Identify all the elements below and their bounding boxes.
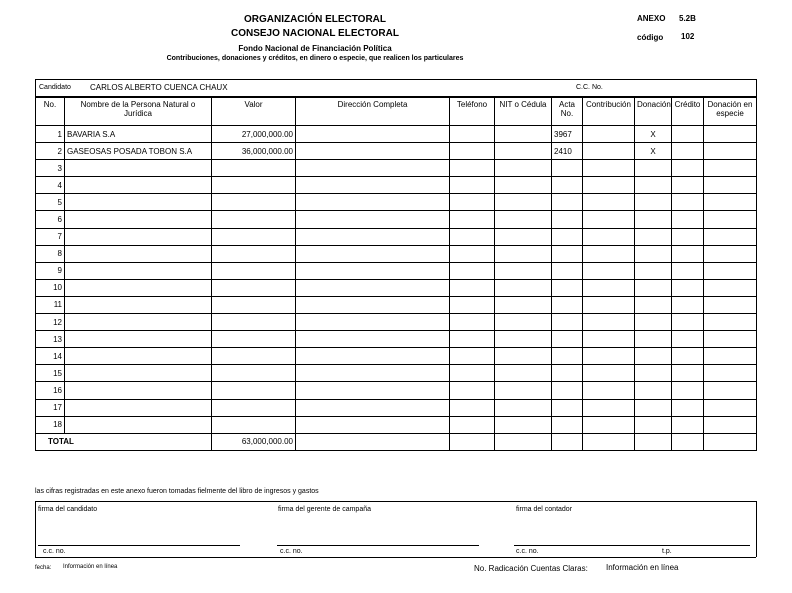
cell-no: 10 [36, 279, 65, 296]
cell-valor [212, 160, 296, 177]
signature-box-bottom [35, 557, 756, 558]
cell-telefono [450, 314, 495, 331]
col-header-telefono: Teléfono [450, 98, 495, 126]
cell-contribucion [583, 382, 635, 399]
cell-no: 3 [36, 160, 65, 177]
candidate-box [35, 79, 757, 97]
cell-no: 9 [36, 262, 65, 279]
cell-acta [552, 194, 583, 211]
cell-direccion [296, 331, 450, 348]
table-row [36, 399, 757, 416]
candidate-cc-label: C.C. No. [576, 84, 603, 91]
cell-nombre: GASEOSAS POSADA TOBON S.A [65, 143, 212, 160]
cell-nit [495, 194, 552, 211]
signature-box-left [35, 501, 36, 557]
cell-direccion [296, 314, 450, 331]
col-header-donacion: Donación [635, 98, 672, 126]
cell-direccion [296, 296, 450, 313]
cell-nit [495, 279, 552, 296]
cell-direccion [296, 194, 450, 211]
radicacion-value: Información en línea [606, 563, 679, 572]
cell-nit [495, 296, 552, 313]
cell-no: 1 [36, 126, 65, 143]
cell-no: 14 [36, 348, 65, 365]
cell-direccion [296, 279, 450, 296]
cell-acta [552, 314, 583, 331]
signature-box-top [35, 501, 756, 502]
cell-no: 5 [36, 194, 65, 211]
cell-valor: 27,000,000.00 [212, 126, 296, 143]
cell-contribucion [583, 348, 635, 365]
cell-nit [495, 399, 552, 416]
form-subtitle: Contribuciones, donaciones y créditos, en dinero o especie, que realicen los particulares [166, 55, 464, 62]
cell-valor [212, 365, 296, 382]
cell-donacion [635, 160, 672, 177]
cell-direccion [296, 365, 450, 382]
cell-nombre [65, 279, 212, 296]
firma-contador-line [514, 545, 750, 546]
table-row [36, 262, 757, 279]
cell-contribucion [583, 296, 635, 313]
col-header-contribucion: Contribución [583, 98, 635, 126]
cell-donacion [635, 245, 672, 262]
cell-acta [552, 262, 583, 279]
cell-nombre: BAVARIA S.A [65, 126, 212, 143]
cell-nit [495, 262, 552, 279]
cell-especie [704, 143, 757, 160]
cell-nit [495, 211, 552, 228]
cell-telefono [450, 279, 495, 296]
cell-nit [495, 245, 552, 262]
cell-direccion [296, 262, 450, 279]
cell-telefono [450, 194, 495, 211]
radicacion-label: No. Radicación Cuentas Claras: [474, 564, 588, 573]
cell-direccion [296, 228, 450, 245]
table-row [36, 228, 757, 245]
cell-acta [552, 399, 583, 416]
cell-credito [672, 314, 704, 331]
codigo-value: 102 [681, 32, 695, 41]
cell-contribucion [583, 228, 635, 245]
total-cell [672, 433, 704, 450]
cell-direccion [296, 416, 450, 433]
cell-especie [704, 160, 757, 177]
cell-contribucion [583, 416, 635, 433]
cell-especie [704, 245, 757, 262]
cell-telefono [450, 348, 495, 365]
cell-nombre [65, 314, 212, 331]
cell-acta [552, 177, 583, 194]
cell-credito [672, 365, 704, 382]
cell-acta: 2410 [552, 143, 583, 160]
table-row [36, 382, 757, 399]
cell-telefono [450, 365, 495, 382]
cell-valor [212, 245, 296, 262]
col-header-especie: Donación en especie [704, 98, 757, 126]
cell-especie [704, 177, 757, 194]
cell-telefono [450, 399, 495, 416]
table-row [36, 296, 757, 313]
cell-acta [552, 211, 583, 228]
cell-nombre [65, 296, 212, 313]
col-header-nombre: Nombre de la Persona Natural o Jurídica [65, 98, 212, 126]
cell-nombre [65, 399, 212, 416]
contributions-table [35, 97, 757, 451]
cell-telefono [450, 416, 495, 433]
fecha-value: Información en línea [63, 564, 118, 570]
table-row [36, 177, 757, 194]
cell-credito [672, 143, 704, 160]
cell-no: 7 [36, 228, 65, 245]
cell-nit [495, 348, 552, 365]
cell-credito [672, 416, 704, 433]
cc-candidato-label: c.c. no. [43, 548, 66, 555]
cell-valor [212, 279, 296, 296]
total-cell [552, 433, 583, 450]
cell-nombre [65, 194, 212, 211]
cell-no: 16 [36, 382, 65, 399]
cell-donacion [635, 365, 672, 382]
cell-credito [672, 177, 704, 194]
cell-nombre [65, 365, 212, 382]
cell-credito [672, 348, 704, 365]
cell-contribucion [583, 194, 635, 211]
cell-donacion [635, 416, 672, 433]
cell-credito [672, 160, 704, 177]
table-row [36, 211, 757, 228]
cell-nit [495, 160, 552, 177]
fund-title: Fondo Nacional de Financiación Política [238, 44, 392, 53]
cell-donacion: X [635, 143, 672, 160]
table-row [36, 143, 757, 160]
cell-especie [704, 416, 757, 433]
cell-telefono [450, 228, 495, 245]
cell-credito [672, 296, 704, 313]
cell-valor [212, 194, 296, 211]
cell-nombre [65, 331, 212, 348]
col-header-no: No. [36, 98, 65, 126]
col-header-valor: Valor [212, 98, 296, 126]
cell-valor [212, 228, 296, 245]
cell-valor [212, 262, 296, 279]
table-row [36, 126, 757, 143]
table-row [36, 279, 757, 296]
cell-credito [672, 382, 704, 399]
cell-especie [704, 279, 757, 296]
firma-candidato-line [38, 545, 240, 546]
cc-contador-label: c.c. no. [516, 548, 539, 555]
cell-no: 8 [36, 245, 65, 262]
table-row [36, 365, 757, 382]
table-row [36, 348, 757, 365]
cell-nit [495, 382, 552, 399]
cell-especie [704, 262, 757, 279]
cell-nombre [65, 160, 212, 177]
cell-contribucion [583, 314, 635, 331]
firma-contador-label: firma del contador [516, 506, 573, 513]
table-header-row [36, 98, 757, 126]
cell-direccion [296, 245, 450, 262]
cell-no: 15 [36, 365, 65, 382]
cell-no: 11 [36, 296, 65, 313]
cell-no: 6 [36, 211, 65, 228]
table-row [36, 194, 757, 211]
cell-direccion [296, 126, 450, 143]
cell-especie [704, 382, 757, 399]
ledger-note: las cifras registradas en este anexo fueron tomadas fielmente del libro de ingresos y gastos [35, 488, 319, 495]
col-header-nit: NIT o Cédula [495, 98, 552, 126]
anexo-value: 5.2B [679, 14, 696, 23]
cell-acta [552, 279, 583, 296]
cell-direccion [296, 348, 450, 365]
fecha-label: fecha: [35, 565, 52, 571]
cell-no: 13 [36, 331, 65, 348]
codigo-label: código [637, 33, 664, 42]
total-cell [704, 433, 757, 450]
cell-contribucion [583, 279, 635, 296]
cell-credito [672, 211, 704, 228]
candidate-name: CARLOS ALBERTO CUENCA CHAUX [90, 83, 228, 92]
org-title: ORGANIZACIÓN ELECTORAL [243, 14, 387, 25]
cell-contribucion [583, 245, 635, 262]
col-header-credito: Crédito [672, 98, 704, 126]
cell-especie [704, 365, 757, 382]
cell-especie [704, 228, 757, 245]
cell-valor [212, 314, 296, 331]
cell-valor [212, 348, 296, 365]
cell-telefono [450, 262, 495, 279]
cell-especie [704, 194, 757, 211]
cell-credito [672, 262, 704, 279]
table-row [36, 314, 757, 331]
anexo-label: ANEXO [637, 14, 666, 23]
cell-direccion [296, 160, 450, 177]
cell-credito [672, 126, 704, 143]
cell-nit [495, 177, 552, 194]
tp-label: t.p. [662, 548, 672, 555]
cell-telefono [450, 177, 495, 194]
cell-valor [212, 296, 296, 313]
candidate-label: Candidato [39, 84, 71, 91]
col-header-acta: Acta No. [552, 98, 583, 126]
cell-telefono [450, 331, 495, 348]
col-header-direccion: Dirección Completa [296, 98, 450, 126]
cell-donacion [635, 211, 672, 228]
cell-acta [552, 416, 583, 433]
cell-donacion [635, 399, 672, 416]
cell-telefono [450, 126, 495, 143]
signature-box-right [756, 501, 757, 557]
cc-gerente-label: c.c. no. [280, 548, 303, 555]
cell-especie [704, 348, 757, 365]
cell-telefono [450, 211, 495, 228]
total-label: TOTAL [36, 433, 212, 450]
cell-donacion [635, 382, 672, 399]
cell-acta [552, 245, 583, 262]
firma-gerente-label: firma del gerente de campaña [278, 506, 371, 513]
cell-credito [672, 194, 704, 211]
cell-nit [495, 331, 552, 348]
cell-no: 17 [36, 399, 65, 416]
cell-donacion [635, 314, 672, 331]
cell-nombre [65, 382, 212, 399]
cell-valor: 36,000,000.00 [212, 143, 296, 160]
cell-especie [704, 399, 757, 416]
cell-contribucion [583, 331, 635, 348]
total-value: 63,000,000.00 [212, 433, 296, 450]
cell-contribucion [583, 143, 635, 160]
cell-nit [495, 126, 552, 143]
cell-direccion [296, 382, 450, 399]
cell-contribucion [583, 160, 635, 177]
cell-no: 4 [36, 177, 65, 194]
cell-acta [552, 160, 583, 177]
cell-nit [495, 228, 552, 245]
cell-valor [212, 331, 296, 348]
cell-telefono [450, 160, 495, 177]
cell-acta: 3967 [552, 126, 583, 143]
cell-nit [495, 416, 552, 433]
cell-telefono [450, 382, 495, 399]
table-row [36, 331, 757, 348]
cell-nombre [65, 262, 212, 279]
cell-donacion [635, 194, 672, 211]
cell-acta [552, 228, 583, 245]
cell-direccion [296, 211, 450, 228]
cell-valor [212, 382, 296, 399]
cell-direccion [296, 143, 450, 160]
cell-credito [672, 245, 704, 262]
total-cell [495, 433, 552, 450]
cell-direccion [296, 399, 450, 416]
cell-credito [672, 228, 704, 245]
cell-contribucion [583, 177, 635, 194]
cell-no: 18 [36, 416, 65, 433]
cell-contribucion [583, 262, 635, 279]
cell-especie [704, 331, 757, 348]
table-row [36, 416, 757, 433]
cell-donacion [635, 177, 672, 194]
cell-especie [704, 126, 757, 143]
total-row [36, 433, 757, 450]
cell-contribucion [583, 399, 635, 416]
cell-donacion [635, 331, 672, 348]
cell-donacion [635, 348, 672, 365]
cell-telefono [450, 245, 495, 262]
cell-acta [552, 331, 583, 348]
cell-donacion [635, 262, 672, 279]
cell-nombre [65, 228, 212, 245]
cell-contribucion [583, 126, 635, 143]
cell-acta [552, 365, 583, 382]
cell-acta [552, 348, 583, 365]
cell-contribucion [583, 211, 635, 228]
total-cell [583, 433, 635, 450]
cell-nombre [65, 177, 212, 194]
cell-direccion [296, 177, 450, 194]
firma-gerente-line [277, 545, 479, 546]
total-cell [450, 433, 495, 450]
cell-donacion: X [635, 126, 672, 143]
cell-acta [552, 296, 583, 313]
cell-donacion [635, 228, 672, 245]
table-row [36, 160, 757, 177]
cell-credito [672, 279, 704, 296]
cell-nombre [65, 416, 212, 433]
council-title: CONSEJO NACIONAL ELECTORAL [231, 28, 399, 39]
cell-acta [552, 382, 583, 399]
cell-donacion [635, 296, 672, 313]
cell-donacion [635, 279, 672, 296]
cell-contribucion [583, 365, 635, 382]
cell-valor [212, 416, 296, 433]
cell-telefono [450, 296, 495, 313]
cell-nombre [65, 211, 212, 228]
total-cell [635, 433, 672, 450]
cell-valor [212, 211, 296, 228]
cell-credito [672, 331, 704, 348]
cell-especie [704, 314, 757, 331]
firma-candidato-label: firma del candidato [38, 506, 98, 513]
cell-nombre [65, 245, 212, 262]
cell-no: 2 [36, 143, 65, 160]
cell-valor [212, 177, 296, 194]
cell-nit [495, 365, 552, 382]
cell-especie [704, 296, 757, 313]
cell-especie [704, 211, 757, 228]
table-row [36, 245, 757, 262]
cell-nombre [65, 348, 212, 365]
cell-telefono [450, 143, 495, 160]
cell-nit [495, 143, 552, 160]
total-cell [296, 433, 450, 450]
cell-no: 12 [36, 314, 65, 331]
cell-credito [672, 399, 704, 416]
cell-valor [212, 399, 296, 416]
cell-nit [495, 314, 552, 331]
